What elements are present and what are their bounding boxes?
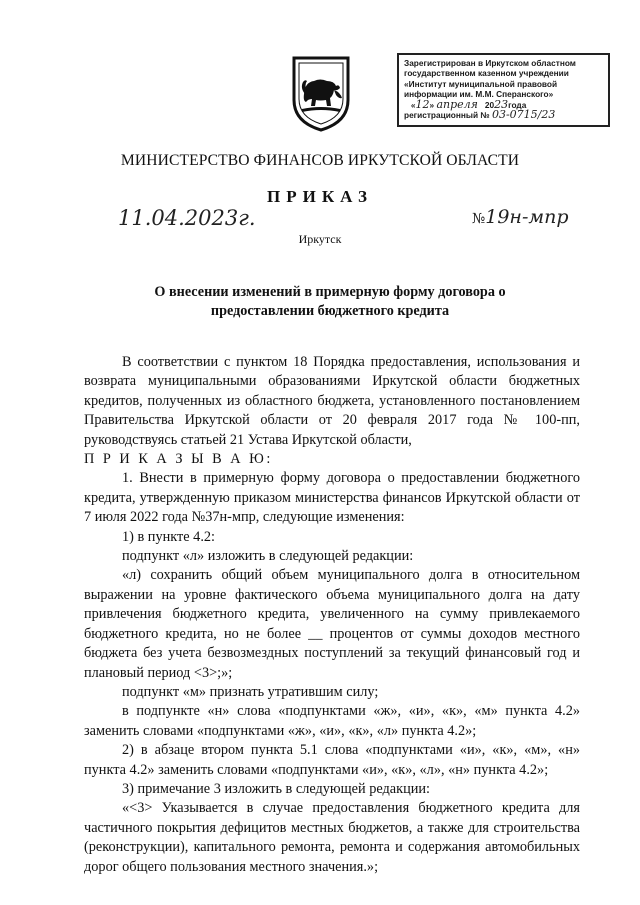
paragraph-new-text-l: «л) сохранить общий объем муниципального долга в относительном выражении на уровне фактического объема муниципального долга на дату привлечения бюджетного кредита, увеличенного на сумму привлекаемого бюджетного кредита, но не более __ процентов от суммы доходов местного бюджета без учета безвозмездных поступлений за текущий финансовый год и плановый период <3>;»;: [84, 567, 580, 681]
paragraph-subpoint-l: подпункт «л» изложить в следующей редакции:: [122, 548, 414, 565]
stamp-date-close-quote: »: [429, 99, 435, 110]
number-sign: №: [472, 211, 486, 227]
stamp-date-year-suffix: 23: [494, 97, 509, 111]
paragraph-order-word: П Р И К А З Ы В А Ю:: [84, 451, 273, 468]
stamp-date-month: апреля: [436, 97, 478, 111]
stamp-line-4: информации им. М.М. Сперанского»: [404, 89, 554, 100]
stamp-regnum-value: 03-0715/23: [491, 108, 556, 122]
paragraph-subpoint-n: в подпункте «н» слова «подпунктами «ж», «и», «к», «м» пункта 4.2» заменить словами «подпунктами «ж», «и», «к», «л» пункта 4.2»;: [84, 703, 580, 739]
stamp-date-year-word: года: [508, 99, 527, 110]
stamp-regnum-label: регистрационный №: [404, 110, 490, 121]
handwritten-order-number: 19н-мпр: [485, 206, 569, 228]
paragraph-item-1: 1. Внести в примерную форму договора о предоставлении бюджетного кредита, утвержденную приказом министерства финансов Иркутской области от 7 июля 2022 года №37н-мпр, следующие изменения:: [84, 470, 580, 526]
paragraph-subpoint-m: подпункт «м» признать утратившим силу;: [122, 683, 379, 700]
paragraph-subitem-3: 3) примечание 3 изложить в следующей редакции:: [122, 780, 430, 797]
document-body: [84, 353, 580, 877]
paragraph-preamble: В соответствии с пунктом 18 Порядка предоставления, использования и возврата муниципальными образованиями Иркутской области бюджетных кредитов, полученных из областного бюджета, установленного постановлением Правительства Иркутской области от 20 февраля 2017 года № 100-пп, руководствуясь статьей 21 Устава Иркутской области,: [84, 354, 580, 448]
order-number: [472, 206, 569, 228]
handwritten-date: 11.04.2023г.: [118, 206, 256, 230]
paragraph-subitem-1: 1) в пункте 4.2:: [122, 528, 216, 545]
stamp-regnum-row: [404, 110, 604, 120]
document-type-heading: ПРИКАЗ: [267, 187, 373, 206]
stamp-line-3: «Институт муниципальной правовой: [404, 78, 558, 89]
city-name: Иркутск: [298, 232, 342, 246]
paragraph-subitem-2: 2) в абзаце втором пункта 5.1 слова «подпунктами «и», «к», «м», «н» пункта 4.2» заменить словами «подпунктами «и», «к», «л», «н» пункта 4.2»;: [84, 742, 580, 778]
stamp-line-2: государственном казенном учреждении: [404, 68, 569, 79]
stamp-line-1: Зарегистрирован в Иркутском областном: [404, 58, 576, 68]
ministry-name: МИНИСТЕРСТВО ФИНАНСОВ ИРКУТСКОЙ ОБЛАСТИ: [120, 152, 520, 169]
irkutsk-coat-of-arms-emblem: [290, 54, 352, 132]
stamp-date-open-quote: «: [410, 99, 416, 110]
paragraph-note-3: «<3> Указывается в случае предоставления бюджетного кредита для частичного покрытия дефицитов местных бюджетов, а также для строительства (реконструкции), капитального ремонта, ремонта и содержания автомобильных дорог общего пользования местного значения.»;: [84, 800, 580, 875]
stamp-date-day: 12: [415, 97, 430, 111]
document-title: О внесении изменений в примерную форму договора о предоставлении бюджетного кредита: [154, 284, 506, 319]
stamp-date-year-prefix: 20: [484, 99, 495, 110]
registration-stamp: [397, 53, 610, 127]
